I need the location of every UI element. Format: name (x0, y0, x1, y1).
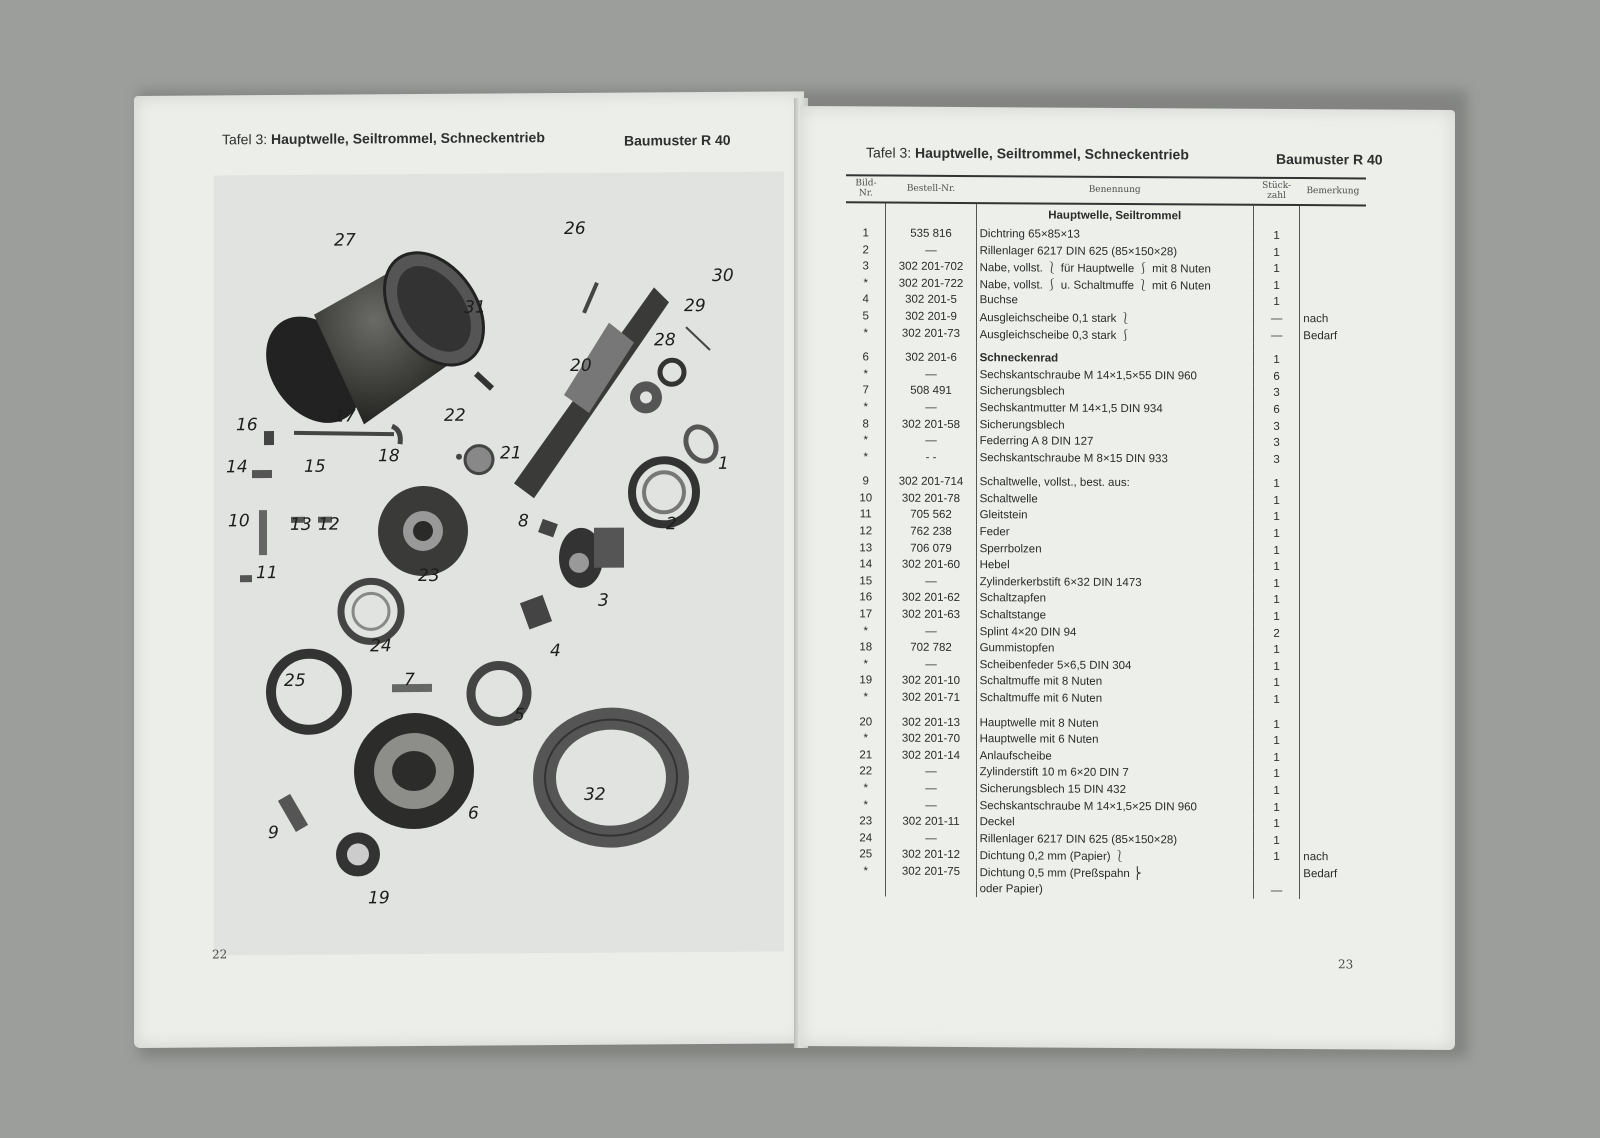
cell-best: — (886, 366, 976, 383)
bushing-part (520, 595, 552, 630)
right-page-number: 23 (1338, 957, 1354, 972)
cell-best: 302 201-71 (886, 689, 976, 706)
cell-bem (1300, 750, 1366, 767)
cell-best: — (886, 780, 976, 797)
cell-st: 1 (1253, 227, 1299, 244)
cell-st: 1 (1253, 642, 1299, 659)
cell-st: 1 (1253, 799, 1299, 816)
cell-nr: * (846, 325, 886, 342)
parts-drawing (214, 171, 784, 955)
cell-ben: Scheibenfeder 5×6,5 DIN 304 (976, 657, 1253, 675)
cell-best: 302 201-714 (886, 474, 976, 491)
callout-12: 12 (318, 514, 340, 535)
callout-20: 20 (570, 355, 592, 376)
cell-st: 1 (1253, 716, 1299, 733)
cell-st: 1 (1253, 244, 1299, 261)
cell-bem (1300, 435, 1366, 452)
cell-ben: Hauptwelle mit 8 Nuten (976, 714, 1253, 732)
cell-st: 6 (1253, 401, 1299, 418)
cell-ben: Sicherungsblech 15 DIN 432 (976, 781, 1253, 799)
cell-st: 3 (1253, 435, 1299, 452)
column-header-bem: Bemerkung (1300, 178, 1366, 205)
cell-st: 1 (1253, 766, 1299, 783)
cell-nr: * (846, 863, 886, 880)
cell-ben: Buchse (976, 292, 1253, 310)
right-header-title: Hauptwelle, Seiltrommel, Schneckentrieb (915, 144, 1189, 163)
cell-nr (846, 706, 886, 714)
cell-ben: Nabe, vollst. ⎱ für Hauptwelle ⎰ mit 8 Nuten (976, 259, 1253, 277)
cell-nr: 6 (846, 349, 886, 366)
cell-st: — (1253, 882, 1299, 899)
cell-best: 302 201-14 (886, 747, 976, 764)
cell-nr: 18 (846, 639, 886, 656)
cell-nr: 25 (846, 846, 886, 863)
cell-st: 1 (1253, 294, 1299, 311)
callout-2: 2 (666, 514, 677, 535)
cell-st: 1 (1253, 476, 1299, 493)
cell-ben: Deckel (976, 814, 1253, 832)
cell-bem (1300, 625, 1366, 642)
section-title: Hauptwelle, Seiltrommel (976, 203, 1253, 228)
cell-best: 302 201-5 (886, 292, 976, 309)
callout-26: 26 (564, 218, 586, 239)
right-page (800, 106, 1455, 1050)
cell-bem (1300, 476, 1366, 493)
cell-bem (1300, 493, 1366, 510)
cell-ben: Sicherungsblech (976, 383, 1253, 401)
cell-nr (846, 880, 886, 897)
cell-best: 302 201-62 (886, 590, 976, 607)
cell-ben: Sechskantschraube M 14×1,5×55 DIN 960 (976, 367, 1253, 385)
parts-table (846, 174, 1366, 899)
cell-bem (1300, 451, 1366, 468)
cell-st (1253, 344, 1299, 352)
cell-nr: 19 (846, 672, 886, 689)
cell-st: 3 (1253, 385, 1299, 402)
cell-nr: * (846, 689, 886, 706)
parts-table-header (846, 175, 1366, 205)
cell-best: 302 201-702 (886, 258, 976, 275)
cell-nr: * (846, 449, 886, 466)
cell-st: 1 (1253, 691, 1299, 708)
cell-ben: Anlaufscheibe (976, 748, 1253, 766)
cell-bem (1300, 278, 1366, 295)
cell-bem (1300, 783, 1366, 800)
cell-nr: * (846, 656, 886, 673)
cell-ben: Schaltmuffe mit 6 Nuten (976, 690, 1253, 708)
cell-nr: * (846, 797, 886, 814)
cell-st: 1 (1253, 658, 1299, 675)
cell-st: 1 (1253, 261, 1299, 278)
cell-ben: Schaltstange (976, 607, 1253, 625)
worm-wheel-part (354, 713, 474, 830)
cell-bem (1300, 542, 1366, 559)
cell-bem (1300, 592, 1366, 609)
cell-bem (1300, 833, 1366, 850)
right-header-model: Baumuster R 40 (1276, 150, 1383, 168)
column-header-ben: Benennung (976, 176, 1253, 204)
cell-ben: Ausgleichscheibe 0,3 stark ⎰ (976, 325, 1253, 343)
cell-best: — (886, 656, 976, 673)
cell-ben: Gleitstein (976, 507, 1253, 525)
cell-nr: 11 (846, 506, 886, 523)
exploded-parts-illustration (214, 171, 784, 955)
cell-nr: * (846, 623, 886, 640)
key-part (476, 374, 492, 389)
cell-best: 302 201-10 (886, 673, 976, 690)
callout-31: 31 (464, 297, 486, 318)
cell-nr: * (846, 275, 886, 292)
callout-21: 21 (500, 443, 522, 464)
callout-28: 28 (654, 330, 676, 351)
slide-block-part (240, 575, 252, 582)
cell-st: 1 (1253, 592, 1299, 609)
cell-bem: Bedarf (1303, 329, 1338, 342)
left-page-header (222, 129, 545, 147)
cell-best: — (886, 764, 976, 781)
cell-bem (1300, 659, 1366, 676)
cell-nr (846, 465, 886, 473)
callout-8: 8 (518, 511, 529, 532)
cell-bem (1300, 766, 1366, 783)
split-pin-part (686, 327, 710, 350)
pivot-pin-part (264, 431, 274, 445)
callout-11: 11 (256, 562, 278, 584)
cell-ben: oder Papier) (976, 880, 1253, 898)
table-row (846, 880, 1366, 900)
callout-14: 14 (226, 457, 248, 478)
cell-best: 302 201-11 (886, 813, 976, 830)
cell-best: 706 079 (886, 540, 976, 557)
callout-25: 25 (284, 670, 306, 691)
gasket-part (271, 654, 347, 731)
cell-st: 1 (1253, 816, 1299, 833)
cell-best: 762 238 (886, 523, 976, 540)
cell-best: 302 201-6 (886, 349, 976, 366)
callout-17: 17 (334, 406, 356, 427)
cell-best: 705 562 (886, 507, 976, 524)
cell-st: — (1253, 310, 1299, 327)
cell-ben: Federring A 8 DIN 127 (976, 433, 1253, 451)
cell-bem: nach (1303, 313, 1329, 326)
callout-24: 24 (370, 636, 392, 657)
callout-4: 4 (550, 641, 561, 662)
cell-st: 3 (1253, 418, 1299, 435)
cell-best: 302 201-13 (886, 714, 976, 731)
cell-ben: Sicherungsblech (976, 416, 1253, 434)
cell-best: 302 201-58 (886, 416, 976, 433)
cell-bem (1300, 261, 1366, 278)
cell-best: — (886, 573, 976, 590)
cell-bem (1300, 526, 1366, 543)
cell-nr: 23 (846, 813, 886, 830)
bearing-part (632, 460, 696, 524)
cell-bem (1300, 385, 1366, 402)
cell-st: 1 (1253, 749, 1299, 766)
cell-nr: 5 (846, 308, 886, 325)
cell-nr: 20 (846, 714, 886, 731)
cell-nr: 22 (846, 763, 886, 780)
cell-nr: 9 (846, 473, 886, 490)
cell-best: - - (886, 449, 976, 466)
cell-bem (1300, 368, 1366, 385)
cell-best: 302 201-78 (886, 490, 976, 507)
thrust-washer-part (465, 445, 493, 473)
cell-nr: 2 (846, 242, 886, 259)
cell-nr: 14 (846, 556, 886, 573)
cell-nr: * (846, 366, 886, 383)
cell-bem (1300, 418, 1366, 435)
cell-st: 1 (1253, 782, 1299, 799)
callout-16: 16 (236, 415, 258, 436)
cell-bem (1300, 816, 1366, 833)
cylinder-pin-part (456, 454, 462, 460)
cell-nr: * (846, 780, 886, 797)
cell-st: 1 (1253, 733, 1299, 750)
callout-27: 27 (334, 230, 356, 251)
cover-part (378, 486, 468, 577)
cell-best: 302 201-75 (886, 863, 976, 880)
cell-nr: 17 (846, 606, 886, 623)
pin-part (584, 283, 597, 313)
cell-st: 2 (1253, 625, 1299, 642)
cell-st: 1 (1253, 526, 1299, 543)
callout-29: 29 (684, 296, 706, 317)
callout-23: 23 (418, 565, 440, 587)
cell-best (886, 880, 976, 897)
cell-st: 1 (1253, 542, 1299, 559)
cell-nr: 8 (846, 415, 886, 432)
cell-ben: Sechskantschraube M 8×15 DIN 933 (976, 449, 1253, 467)
cell-ben: Gummistopfen (976, 640, 1253, 658)
cell-bem (1300, 609, 1366, 626)
callout-1: 1 (718, 453, 729, 474)
cell-nr: * (846, 399, 886, 416)
callout-9: 9 (268, 822, 279, 844)
cell-best: 302 201-9 (886, 308, 976, 325)
cell-ben: Dichtung 0,5 mm (Preßspahn ⎬ (976, 864, 1253, 882)
cell-ben: Sechskantschraube M 14×1,5×25 DIN 960 (976, 797, 1253, 815)
cell-st: 1 (1253, 559, 1299, 576)
cell-st: 1 (1253, 849, 1299, 866)
cell-best: 302 201-722 (886, 275, 976, 292)
cell-bem (1300, 576, 1366, 593)
cell-best: — (886, 432, 976, 449)
callout-15: 15 (304, 456, 326, 477)
cell-ben: Rillenlager 6217 DIN 625 (85×150×28) (976, 242, 1253, 260)
cell-nr: 16 (846, 589, 886, 606)
cell-ben: Rillenlager 6217 DIN 625 (85×150×28) (976, 831, 1253, 849)
cell-bem (1300, 675, 1366, 692)
callout-7: 7 (404, 670, 415, 691)
cell-ben: Schaltzapfen (976, 590, 1253, 608)
cell-st: 1 (1253, 492, 1299, 509)
callout-18: 18 (378, 446, 400, 467)
cell-ben: Sperrbolzen (976, 540, 1253, 558)
cell-bem (1300, 716, 1366, 733)
cell-nr: 21 (846, 747, 886, 764)
shift-rod-part (294, 432, 394, 435)
wire-rope-part (533, 707, 689, 848)
cell-ben: Hauptwelle mit 6 Nuten (976, 731, 1253, 749)
shift-shaft-part (259, 510, 267, 555)
cell-ben: Ausgleichscheibe 0,1 stark ⎱ (976, 309, 1253, 327)
cell-best: 702 782 (886, 639, 976, 656)
cell-ben: Dichtring 65×85×13 (976, 226, 1253, 244)
cell-bem (1300, 402, 1366, 419)
cell-ben: Schaltwelle (976, 491, 1253, 509)
cell-bem (1300, 882, 1366, 899)
cell-bem (1300, 228, 1366, 245)
left-page (134, 91, 804, 1048)
cell-bem (1300, 692, 1366, 709)
cell-bem (1300, 294, 1366, 311)
callout-10: 10 (228, 511, 250, 532)
cell-st (1253, 468, 1299, 476)
cell-ben: Feder (976, 524, 1253, 542)
cell-nr: * (846, 730, 886, 747)
cell-st: 1 (1253, 277, 1299, 294)
cell-best: 302 201-63 (886, 606, 976, 623)
cell-nr: * (846, 432, 886, 449)
cell-ben: Splint 4×20 DIN 94 (976, 623, 1253, 641)
cell-ben: Zylinderstift 10 m 6×20 DIN 7 (976, 764, 1253, 782)
cell-best: 508 491 (886, 383, 976, 400)
cell-st (1253, 865, 1299, 882)
callout-13: 13 (290, 514, 312, 535)
cell-best: — (886, 797, 976, 814)
left-page-number: 22 (212, 947, 228, 962)
cell-best: — (886, 242, 976, 259)
column-header-best: Bestell-Nr. (886, 176, 976, 203)
cell-ben: Hebel (976, 557, 1253, 575)
right-page-header (866, 144, 1189, 162)
cell-ben: Schaltmuffe mit 8 Nuten (976, 673, 1253, 691)
cell-bem (1300, 642, 1366, 659)
column-header-nr: Bild-Nr. (846, 175, 886, 202)
callout-3: 3 (598, 590, 609, 611)
cell-bem (1300, 733, 1366, 750)
cell-st: 1 (1253, 575, 1299, 592)
cell-nr: 7 (846, 382, 886, 399)
callout-32: 32 (584, 784, 606, 805)
cell-nr: 13 (846, 540, 886, 557)
cell-best: — (886, 623, 976, 640)
shift-crank-part (278, 794, 308, 832)
callout-19: 19 (368, 888, 390, 909)
nut-part (660, 360, 684, 384)
cell-nr: 15 (846, 573, 886, 590)
cell-bem: nach (1303, 851, 1329, 864)
cell-nr: 10 (846, 490, 886, 507)
lever-part (252, 470, 272, 478)
cell-nr (846, 341, 886, 349)
cell-ben: Schneckenrad (976, 350, 1253, 368)
lock-plate-part (538, 519, 558, 538)
column-header-st: Stück-zahl (1253, 178, 1299, 205)
cell-best: 535 816 (886, 225, 976, 242)
callout-22: 22 (444, 405, 466, 426)
left-header-title: Hauptwelle, Seiltrommel, Schneckentrieb (271, 129, 545, 148)
cell-best: 302 201-60 (886, 556, 976, 573)
left-header-model: Baumuster R 40 (624, 131, 731, 149)
cell-st (1253, 708, 1299, 716)
cell-st: 6 (1253, 368, 1299, 385)
bearing-part (341, 581, 401, 641)
cell-best: 302 201-12 (886, 847, 976, 864)
cell-bem (1300, 352, 1366, 369)
cell-ben: Sechskantmutter M 14×1,5 DIN 934 (976, 400, 1253, 418)
cell-nr: 12 (846, 523, 886, 540)
cell-nr: 3 (846, 258, 886, 275)
seal-ring-part (680, 421, 722, 466)
hub-part (559, 528, 624, 588)
cell-st: 1 (1253, 352, 1299, 369)
cell-best: 302 201-73 (886, 325, 976, 342)
section-row (846, 202, 1366, 228)
cell-bem (1300, 244, 1366, 261)
cell-st: 3 (1253, 451, 1299, 468)
cell-ben: Nabe, vollst. ⎰ u. Schaltmuffe ⎱ mit 6 Nuten (976, 276, 1253, 294)
cell-ben: Schaltwelle, vollst., best. aus: (976, 474, 1253, 492)
cell-best: 302 201-70 (886, 730, 976, 747)
left-header-prefix: Tafel 3: (222, 131, 268, 148)
cell-ben: Dichtung 0,2 mm (Papier) ⎱ (976, 847, 1253, 865)
right-header-prefix: Tafel 3: (866, 144, 912, 161)
cell-nr: 1 (846, 225, 886, 242)
cell-st: 1 (1253, 832, 1299, 849)
cell-bem (1300, 559, 1366, 576)
callout-30: 30 (712, 265, 734, 286)
cell-bem: Bedarf (1303, 868, 1338, 881)
cell-st: — (1253, 327, 1299, 344)
cell-ben: Zylinderkerbstift 6×32 DIN 1473 (976, 574, 1253, 592)
cell-nr: 24 (846, 830, 886, 847)
cell-nr: 4 (846, 291, 886, 308)
cell-st: 1 (1253, 509, 1299, 526)
callout-5: 5 (514, 705, 525, 726)
callout-6: 6 (468, 803, 479, 824)
cell-st: 1 (1253, 675, 1299, 692)
cell-bem (1300, 799, 1366, 816)
cell-best: — (886, 399, 976, 416)
cell-bem (1300, 509, 1366, 526)
cell-best: — (886, 830, 976, 847)
cell-st: 1 (1253, 609, 1299, 626)
